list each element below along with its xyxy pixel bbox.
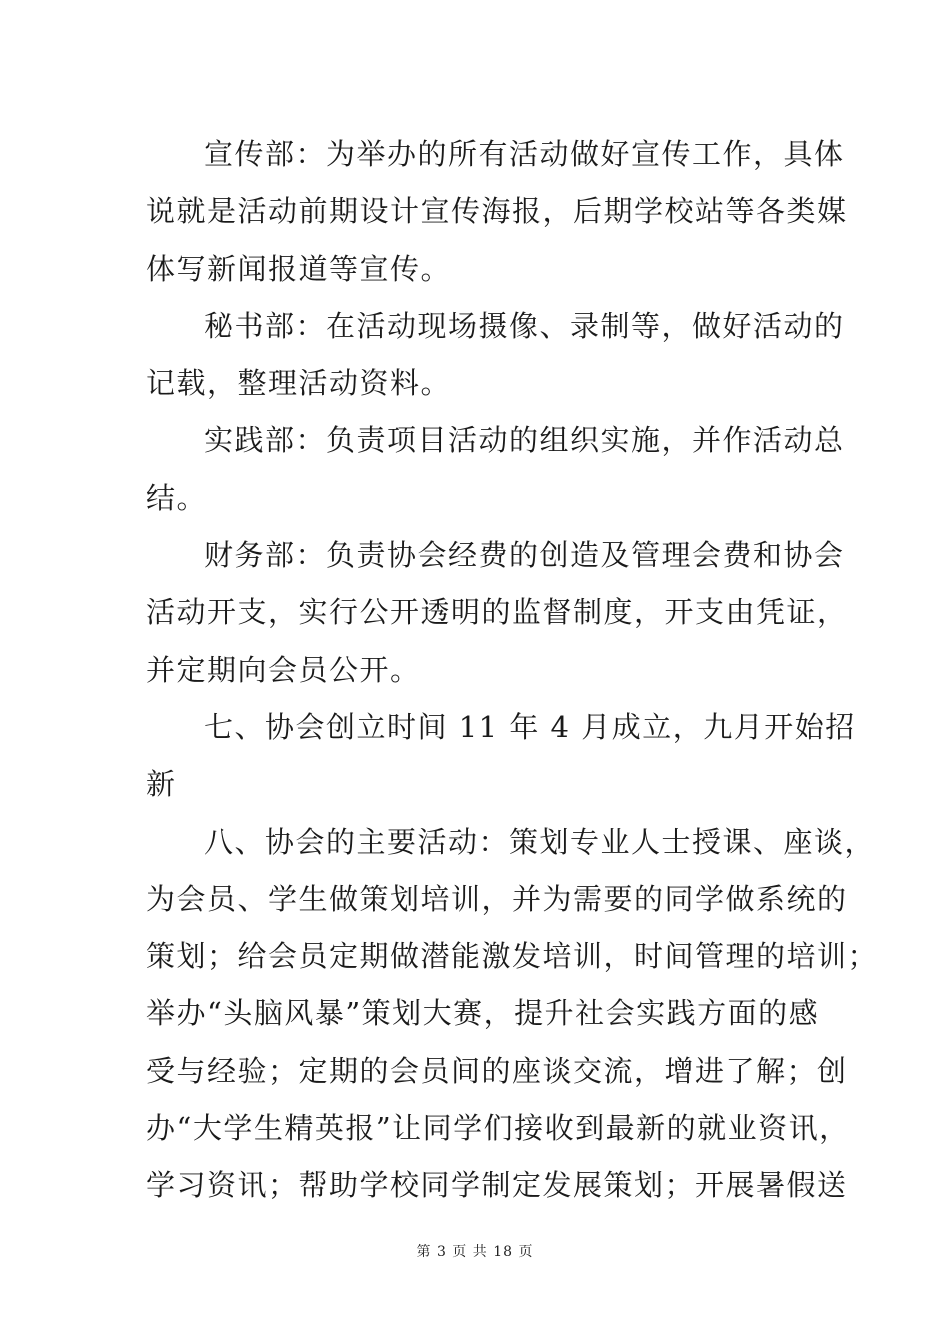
text-line: 并定期向会员公开。: [146, 652, 421, 687]
text-line: 记载，整理活动资料。: [146, 366, 452, 401]
page-number-footer: 第 3 页 共 18 页: [416, 1244, 534, 1260]
text-line: 学习资讯；帮助学校同学制定发展策划；开展暑假送: [146, 1168, 848, 1203]
text-line: 结。: [146, 480, 208, 515]
text-line: 新: [146, 767, 177, 802]
body-text: [146, 126, 879, 1215]
text-line: 办“大学生精英报”让同学们接收到最新的就业资讯，: [146, 1111, 850, 1146]
text-line: 八、协会的主要活动：策划专业人士授课、座谈，: [204, 824, 876, 859]
text-line: 秘书部：在活动现场摄像、录制等，做好活动的: [204, 308, 845, 343]
text-line: 宣传部：为举办的所有活动做好宣传工作，具体: [204, 137, 845, 171]
text-line: 说就是活动前期设计宣传海报，后期学校站等各类媒: [146, 194, 848, 229]
text-line: 体写新闻报道等宣传。: [146, 251, 452, 286]
text-line: 活动开支，实行公开透明的监督制度，开支由凭证，: [146, 595, 848, 630]
text-line: 七、协会创立时间 11 年 4 月成立，九月开始招: [204, 709, 856, 744]
text-line: 举办“头脑风暴”策划大赛，提升社会实践方面的感: [146, 996, 820, 1031]
text-line: 受与经验；定期的会员间的座谈交流，增进了解；创: [146, 1053, 848, 1088]
text-line: 为会员、学生做策划培训，并为需要的同学做系统的: [146, 881, 848, 916]
text-line: 财务部：负责协会经费的创造及管理会费和协会: [204, 538, 845, 573]
text-line: 实践部：负责项目活动的组织实施，并作活动总: [204, 423, 845, 458]
text-line: 策划；给会员定期做潜能激发培训，时间管理的培训；: [146, 939, 879, 974]
